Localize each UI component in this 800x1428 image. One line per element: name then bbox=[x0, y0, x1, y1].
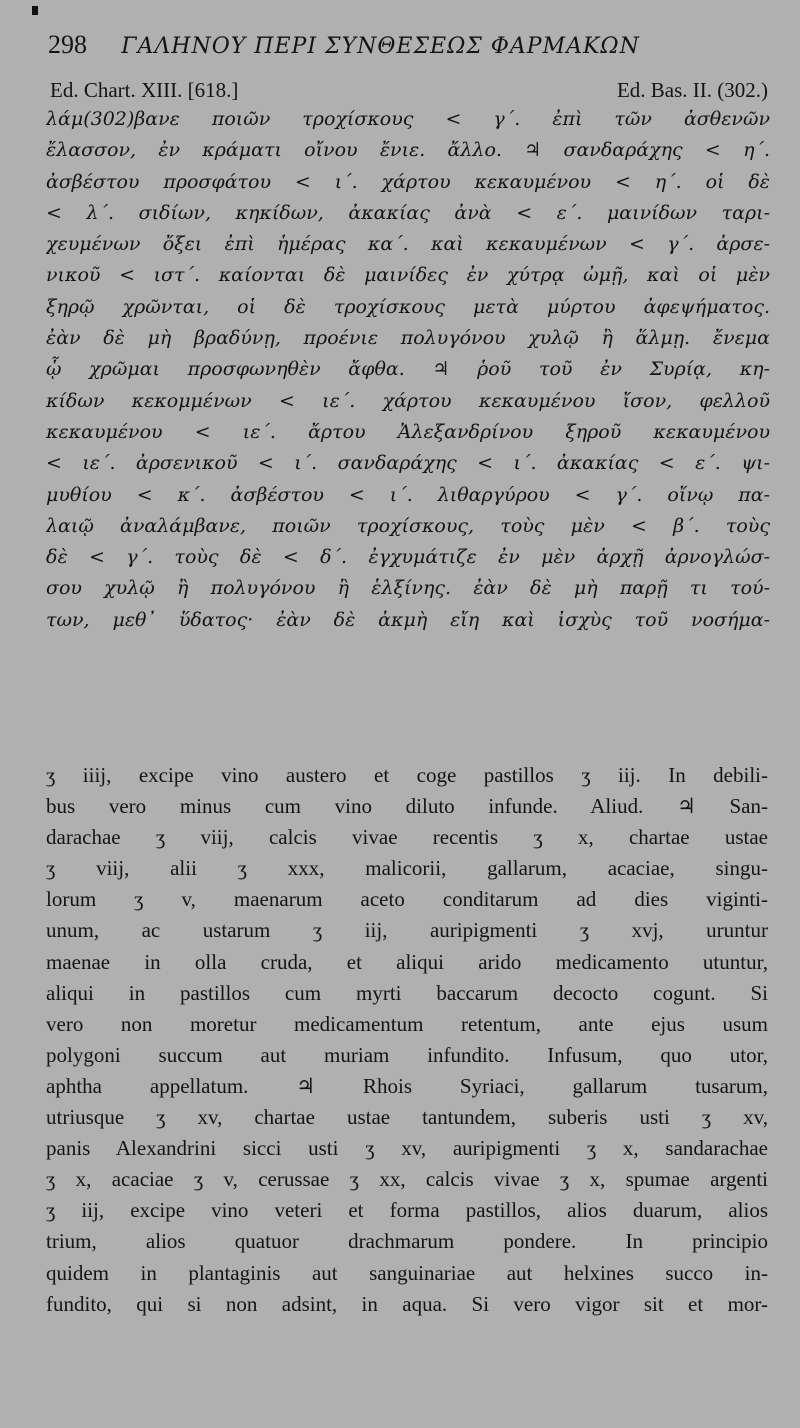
greek-text-line: < ιε΄. ἀρσενικοῦ < ι΄. σανδαράχης < ι΄. ἀκακίας < ε΄. ψι- bbox=[46, 452, 770, 475]
latin-text-line: ʒ iiij, excipe vino austero et coge pastillos ʒ iij. In debili- bbox=[46, 763, 768, 787]
latin-text-line: trium, alios quatuor drachmarum pondere. In principio bbox=[46, 1229, 768, 1254]
page-number: 298 bbox=[48, 30, 87, 59]
greek-text-line: ἔλασσον, ἐν κράματι οἴνου ἔνιε. ἄλλο. ♃ σανδαράχης < η΄. bbox=[46, 139, 770, 162]
greek-text-line: λάμ(302)βανε ποιῶν τροχίσκους < γ΄. ἐπὶ τῶν ἀσθενῶν bbox=[46, 108, 770, 130]
greek-text-line: λαιῷ ἀναλάμβανε, ποιῶν τροχίσκους, τοὺς μὲν < β΄. τοὺς bbox=[46, 514, 770, 537]
latin-text-block bbox=[46, 760, 768, 1320]
greek-text-line: των, μεθ᾽ ὕδατος· ἐὰν δὲ ἀκμὴ εἴη καὶ ἰσχὺς τοῦ νοσήμα- bbox=[46, 608, 770, 631]
running-head bbox=[48, 30, 768, 60]
latin-text-line: ʒ iij, excipe vino veteri et forma pastillos, alios duarum, alios bbox=[46, 1198, 768, 1223]
latin-text-line: ʒ viij, alii ʒ xxx, malicorii, gallarum, acaciae, singu- bbox=[46, 856, 768, 881]
greek-text-line: νικοῦ < ιστ΄. καίονται δὲ μαινίδες ἐν χύτρᾳ ὠμῇ, καὶ οἱ μὲν bbox=[46, 264, 770, 287]
latin-text-line: panis Alexandrini sicci usti ʒ xv, auripigmenti ʒ x, sandarachae bbox=[46, 1136, 768, 1161]
latin-text-line: unum, ac ustarum ʒ iij, auripigmenti ʒ xvj, uruntur bbox=[46, 918, 768, 943]
latin-text-line: vero non moretur medicamentum retentum, ante ejus usum bbox=[46, 1011, 768, 1036]
greek-text-line: σου χυλῷ ἢ πολυγόνου ἢ ἑλξίνης. ἐὰν δὲ μὴ παρῇ τι τού- bbox=[46, 577, 770, 600]
greek-text-line: δὲ < γ΄. τοὺς δὲ < δ΄. ἐγχυμάτιζε ἐν μὲν ἀρχῇ ἀρνογλώσ- bbox=[46, 546, 770, 569]
latin-text-line: polygoni succum aut muriam infundito. Infusum, quo utor, bbox=[46, 1042, 768, 1067]
latin-text-line: quidem in plantaginis aut sanguinariae aut helxines succo in- bbox=[46, 1260, 768, 1285]
corner-mark bbox=[32, 6, 38, 15]
latin-text-line: aphtha appellatum. ♃ Rhois Syriaci, gallarum tusarum, bbox=[46, 1073, 768, 1098]
greek-text-line: κεκαυμένου < ιε΄. ἄρτου Ἀλεξανδρίνου ξηροῦ κεκαυμένου bbox=[46, 420, 770, 443]
latin-text-line: fundito, qui si non adsint, in aqua. Si vero vigor sit et mor- bbox=[46, 1291, 768, 1316]
latin-text-line: lorum ʒ v, maenarum aceto conditarum ad dies viginti- bbox=[46, 887, 768, 912]
greek-text-line: ἐὰν δὲ μὴ βραδύνῃ, προένιε πολυγόνου χυλῷ ἢ ἅλμῃ. ἔνεμα bbox=[46, 327, 770, 350]
latin-text-line: aliqui in pastillos cum myrti baccarum decocto cogunt. Si bbox=[46, 980, 768, 1005]
greek-text-line: ἀσβέστου προσφάτου < ι΄. χάρτου κεκαυμένου < η΄. οἱ δὲ bbox=[46, 170, 770, 193]
edition-line bbox=[50, 78, 768, 103]
greek-text-line: ξηρῷ χρῶνται, οἱ δὲ τροχίσκους μετὰ μύρτου ἀφεψήματος. bbox=[46, 295, 770, 318]
greek-text-line: < λ΄. σιδίων, κηκίδων, ἀκακίας ἀνὰ < ε΄. μαινίδων ταρι- bbox=[46, 201, 770, 224]
latin-text-line: maenae in olla cruda, et aliqui arido medicamento utuntur, bbox=[46, 949, 768, 974]
edition-left: Ed. Chart. XIII. [618.] bbox=[50, 78, 239, 102]
greek-text-line: ᾧ χρῶμαι προσφωνηθὲν ἄφθα. ♃ ῥοῦ τοῦ ἐν Συρίᾳ, κη- bbox=[46, 358, 770, 381]
latin-text-line: darachae ʒ viij, calcis vivae recentis ʒ x, chartae ustae bbox=[46, 825, 768, 850]
greek-text-line: χευμένων ὄξει ἐπὶ ἡμέρας κα΄. καὶ κεκαυμένων < γ΄. ἀρσε- bbox=[46, 233, 770, 256]
greek-text-block bbox=[46, 104, 770, 636]
latin-text-line: bus vero minus cum vino diluto infunde. Aliud. ♃ San- bbox=[46, 794, 768, 819]
latin-text-line: ʒ x, acaciae ʒ v, cerussae ʒ xx, calcis vivae ʒ x, spumae argenti bbox=[46, 1167, 768, 1192]
running-title: ΓΑΛΗΝΟΥ ΠΕΡΙ ΣΥΝΘΕΣΕΩΣ ΦΑΡΜΑΚΩΝ bbox=[121, 34, 640, 59]
edition-right: Ed. Bas. II. (302.) bbox=[616, 78, 768, 102]
greek-text-line: μυθίου < κ΄. ἀσβέστου < ι΄. λιθαργύρου < γ΄. οἴνῳ πα- bbox=[46, 483, 770, 506]
greek-text-line: κίδων κεκομμένων < ιε΄. χάρτου κεκαυμένου ἴσον, φελλοῦ bbox=[46, 389, 770, 412]
latin-text-line: utriusque ʒ xv, chartae ustae tantundem, suberis usti ʒ xv, bbox=[46, 1105, 768, 1130]
